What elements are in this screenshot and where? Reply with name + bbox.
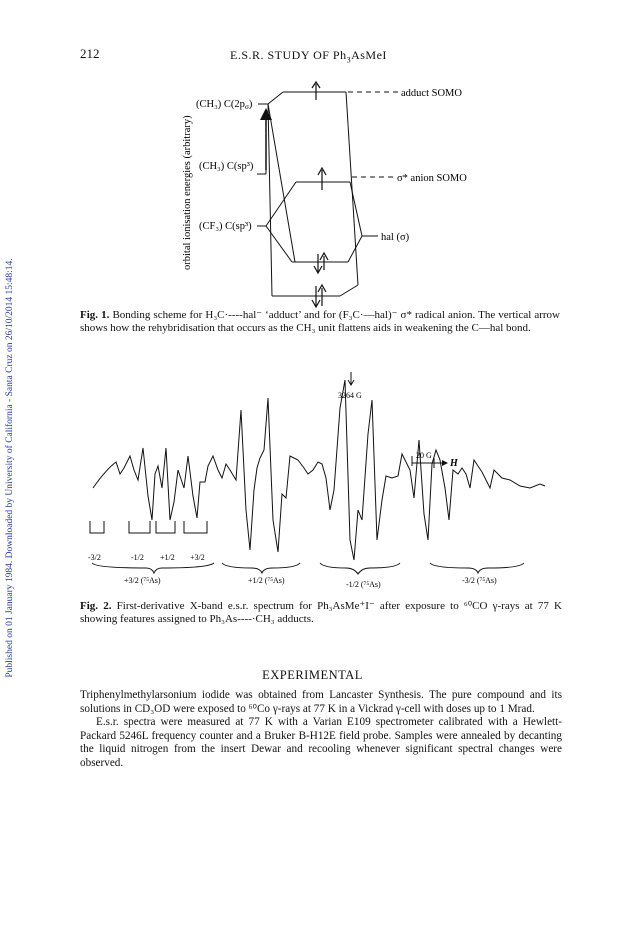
group-label-4: -3/2 (⁷⁵As) <box>462 576 497 585</box>
section-heading: EXPERIMENTAL <box>262 668 363 682</box>
stick-label-4: +3/2 <box>190 553 205 562</box>
group-label-3: -1/2 (⁷⁵As) <box>346 580 381 589</box>
level-label-ch3-sp3: (CH₃) C(sp³) <box>199 161 254 172</box>
electron-arrows <box>312 82 328 307</box>
running-head-suffix: AsMeI <box>351 48 387 62</box>
figure-2-caption <box>80 600 562 626</box>
figure-2-spectrum <box>0 370 625 600</box>
group-label-1: +3/2 (⁷⁵As) <box>124 576 161 585</box>
label-adduct-somo: adduct SOMO <box>401 88 462 99</box>
figure-1-caption <box>80 309 560 335</box>
page-number: 212 <box>80 46 100 61</box>
level-label-cf3-sp3: (CF₃) C(sp³) <box>199 221 252 232</box>
scale-label: 20 G <box>416 451 432 460</box>
field-symbol: H <box>450 458 458 469</box>
y-axis-label: orbital ionisation energies (arbitrary) <box>182 115 193 270</box>
section-body <box>80 689 562 771</box>
download-notice-text: Published on 01 January 1984. Downloaded by University of California - Santa Cruz on 26/10/2014 15:48:14. <box>5 258 15 678</box>
stick-label-2: -1/2 <box>131 553 144 562</box>
field-marker-label: 3264 G <box>338 391 362 400</box>
stick-label-1: -3/2 <box>88 553 101 562</box>
figure-1-caption-text: Bonding scheme for H₃C·----hal⁻ ‘adduct’ and for (F₃C·—hal)⁻ σ* radical anion. The vertical arrow shows how the rehybridisation that occurs as the CH₃ unit flattens aids in weakening the C—hal bond. <box>80 309 560 334</box>
figure-1-diagram <box>0 0 625 320</box>
figure-2-caption-label: Fig. 2. <box>80 600 112 612</box>
group-label-2: +1/2 (⁷⁵As) <box>248 576 285 585</box>
paragraph-2: E.s.r. spectra were measured at 77 K with a Varian E109 spectrometer calibrated with a Hewlett-Packard 5246L frequency counter and a Bruker B-H12E field probe. Samples were annealed by decanting the liquid nitrogen from the insert Dewar and recooling whenever significant spectral changes were observed. <box>80 716 562 769</box>
label-sigma-star-somo: σ* anion SOMO <box>397 173 467 184</box>
figure-1-caption-label: Fig. 1. <box>80 309 110 321</box>
label-hal: hal (σ) <box>381 232 410 243</box>
group-braces <box>92 563 524 574</box>
running-head-formula: Ph <box>332 48 347 62</box>
figure-2-caption-text: First-derivative X-band e.s.r. spectrum for Ph₃AsMe⁺I⁻ after exposure to ⁶⁰CO γ-rays at 77 K showing features assigned to Ph₃As----·CH₃ adducts. <box>80 600 562 625</box>
scale-arrowhead <box>442 460 448 466</box>
stick-diagram <box>90 521 207 533</box>
running-head-sub: 3 <box>346 55 352 65</box>
running-head-prefix: E.S.R. STUDY OF <box>230 48 333 62</box>
stick-label-3: +1/2 <box>160 553 175 562</box>
paragraph-1: Triphenylmethylarsonium iodide was obtained from Lancaster Synthesis. The pure compound and its solutions in CD₃OD were exposed to ⁶⁰Co γ-rays at 77 K in a Vickrad γ-cell with doses up to 1 Mrad. <box>80 689 562 715</box>
level-label-ch3-2p: (CH₃) C(2pσ) <box>196 99 253 111</box>
